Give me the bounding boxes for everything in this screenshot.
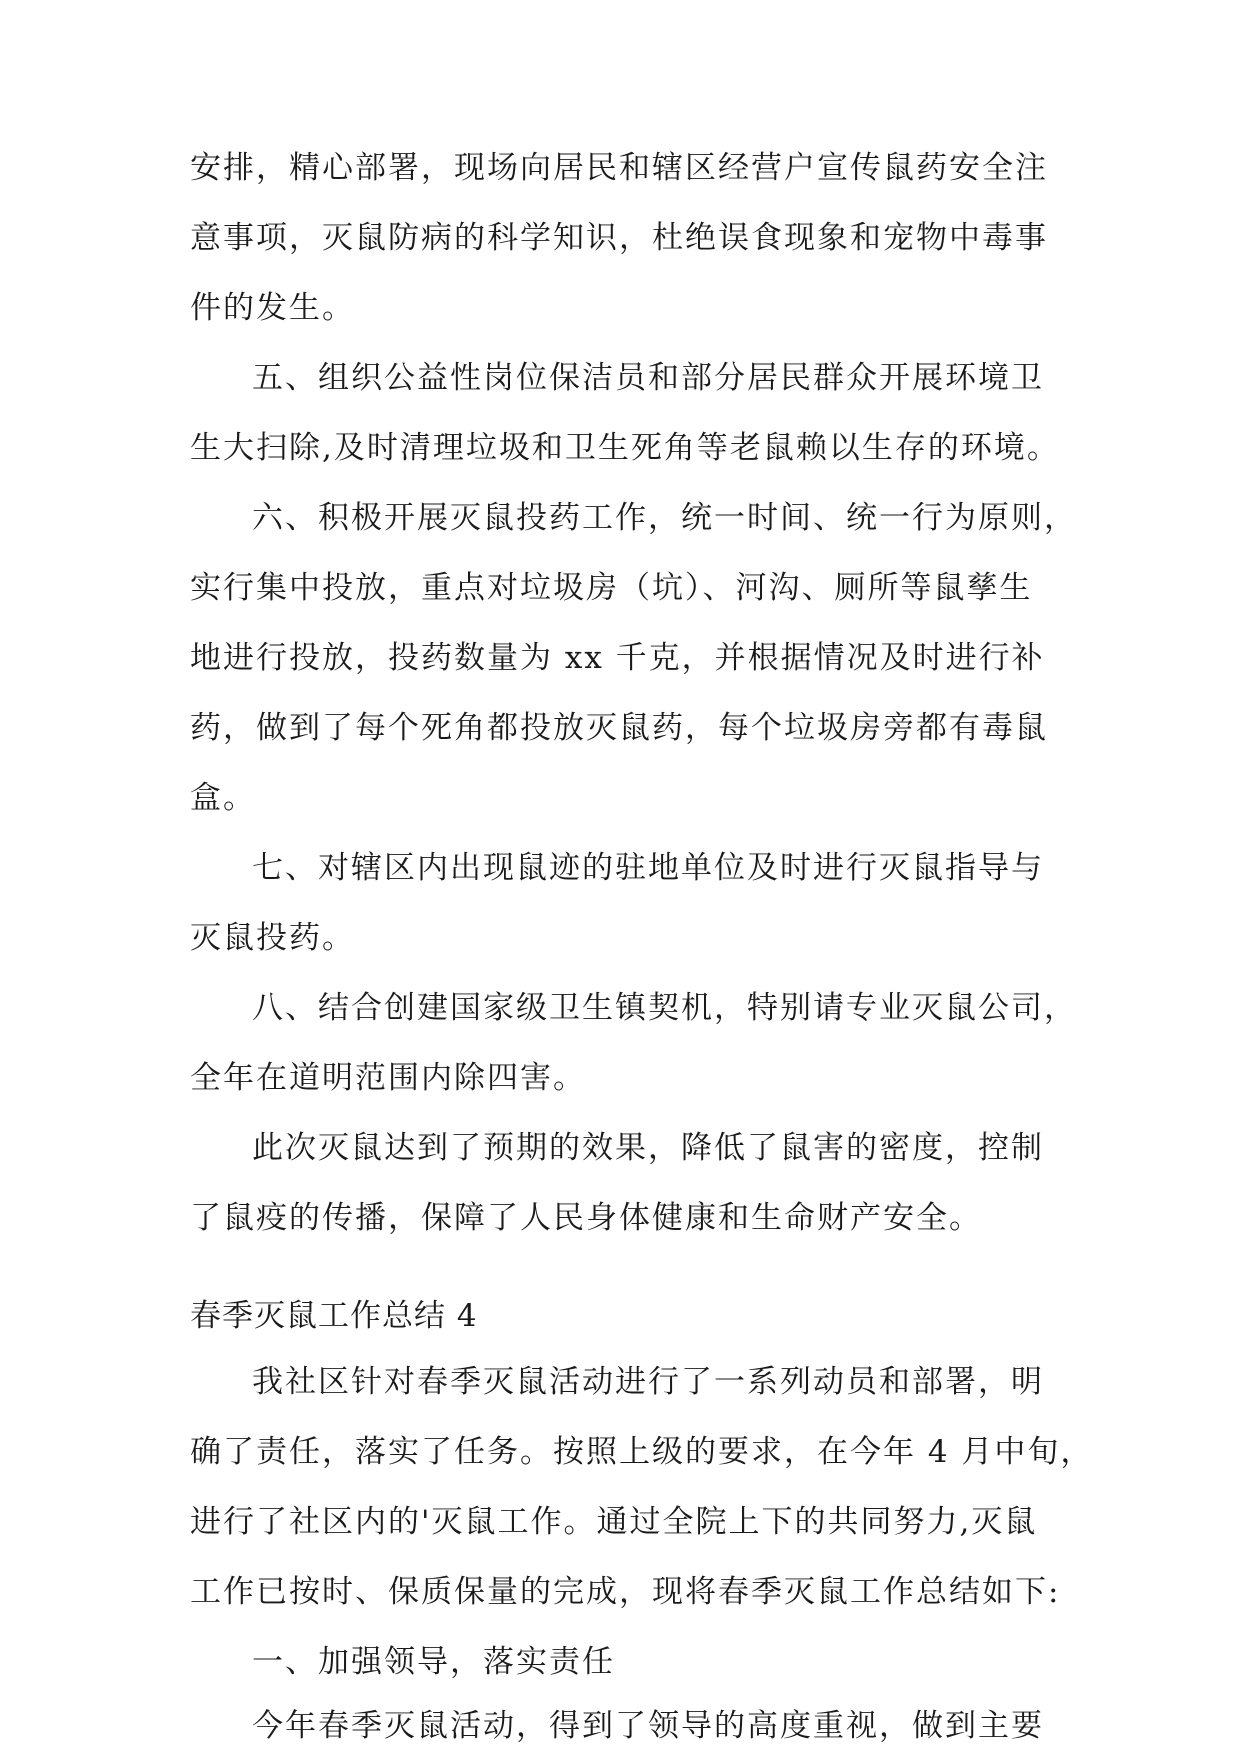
- paragraph-line: 此次灭鼠达到了预期的效果，降低了鼠害的密度，控制: [252, 1130, 1044, 1166]
- list-item-line: 五、组织公益性岗位保洁员和部分居民群众开展环境卫: [252, 360, 1044, 396]
- list-item-line: 实行集中投放，重点对垃圾房（坑）、河沟、厕所等鼠孳生: [190, 570, 1033, 606]
- list-item-line: 地进行投放，投药数量为 xx 千克，并根据情况及时进行补: [190, 640, 1045, 676]
- paragraph-line: 安排，精心部署，现场向居民和辖区经营户宣传鼠药安全注: [190, 150, 1048, 186]
- list-item-line: 七、对辖区内出现鼠迹的驻地单位及时进行灭鼠指导与: [252, 850, 1044, 886]
- list-item-line: 八、结合创建国家级卫生镇契机，特别请专业灭鼠公司，: [252, 990, 1077, 1026]
- list-item-line: 全年在道明范围内除四害。: [190, 1060, 586, 1096]
- section-title: 春季灭鼠工作总结 4: [190, 1298, 478, 1334]
- list-item-line: 灭鼠投药。: [190, 920, 355, 956]
- paragraph-line: 了鼠疫的传播，保障了人民身体健康和生命财产安全。: [190, 1200, 982, 1236]
- paragraph-line: 我社区针对春季灭鼠活动进行了一系列动员和部署，明: [252, 1364, 1044, 1400]
- paragraph-line: 确了责任，落实了任务。按照上级的要求，在今年 4 月中旬，: [190, 1434, 1094, 1470]
- list-item-line: 生大扫除,及时清理垃圾和卫生死角等老鼠赖以生存的环境。: [190, 430, 1060, 466]
- list-item-line: 药，做到了每个死角都投放灭鼠药，每个垃圾房旁都有毒鼠: [190, 710, 1048, 746]
- paragraph-line: 今年春季灭鼠活动，得到了领导的高度重视，做到主要: [252, 1708, 1044, 1744]
- paragraph-line: 意事项，灭鼠防病的科学知识，杜绝误食现象和宠物中毒事: [190, 220, 1048, 256]
- paragraph-line: 件的发生。: [190, 290, 355, 326]
- list-item-line: 盒。: [190, 780, 256, 816]
- subheading: 一、加强领导，落实责任: [252, 1644, 615, 1680]
- list-item-line: 六、积极开展灭鼠投药工作，统一时间、统一行为原则，: [252, 500, 1077, 536]
- paragraph-line: 进行了社区内的'灭鼠工作。通过全院上下的共同努力,灭鼠: [190, 1504, 1038, 1540]
- paragraph-line: 工作已按时、保质保量的完成，现将春季灭鼠工作总结如下:: [190, 1574, 1061, 1610]
